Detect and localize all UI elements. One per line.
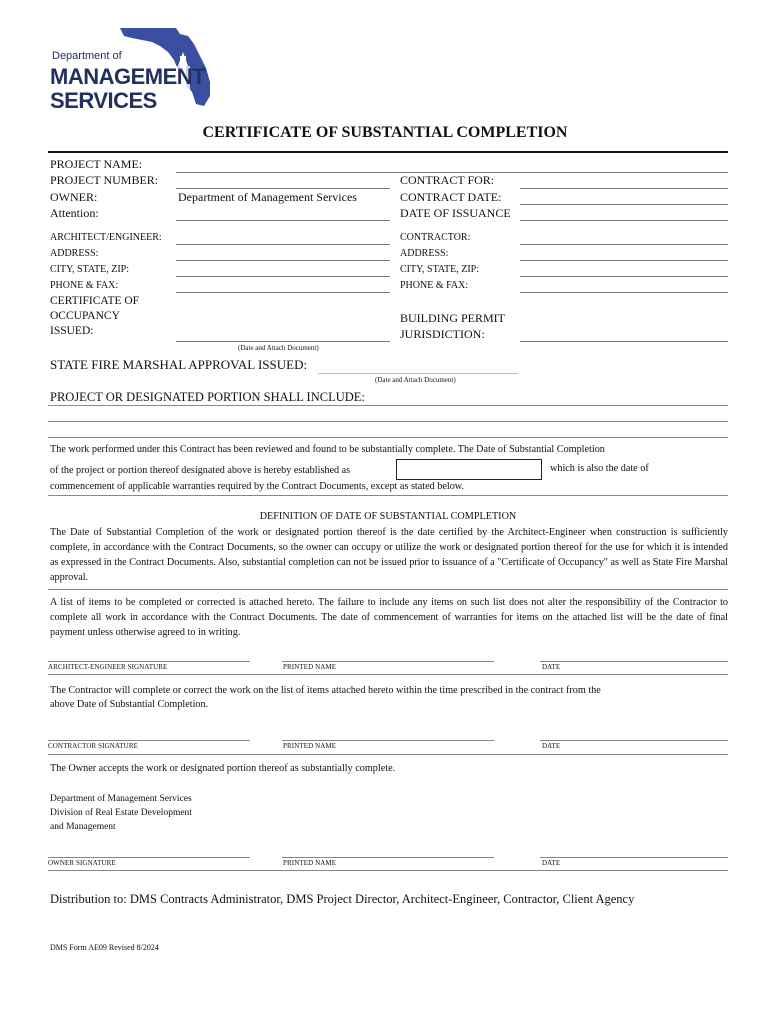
contractor-phone-field[interactable]	[520, 292, 728, 293]
project-number-label: PROJECT NUMBER:	[50, 173, 159, 187]
portion-line-1[interactable]	[48, 405, 728, 406]
distribution: Distribution to: DMS Contracts Administrator, DMS Project Director, Architect-Engineer, Contractor, Client Agency	[50, 892, 635, 906]
fire-marshal-label: STATE FIRE MARSHAL APPROVAL ISSUED:	[50, 357, 308, 372]
definition-rule	[48, 589, 728, 590]
portion-line-3[interactable]	[48, 437, 728, 438]
attention-label: Attention:	[50, 206, 99, 220]
owner-printed-name-line[interactable]	[282, 857, 494, 858]
contract-date-field[interactable]	[520, 204, 728, 205]
issuance-label: DATE OF ISSUANCE	[400, 206, 511, 220]
contractor-statement-line-2: above Date of Substantial Completion.	[50, 699, 209, 710]
work-statement-line-1: The work performed under this Contract has been reviewed and found to be substantially complete. The Date of Substantial Completion	[50, 444, 605, 455]
architect-address-label: ADDRESS:	[50, 248, 99, 259]
work-statement-line-2: of the project or portion thereof designated above is hereby established as	[50, 465, 351, 476]
contract-for-label: CONTRACT FOR:	[400, 173, 495, 187]
occupancy-label-1: CERTIFICATE OF	[50, 295, 140, 307]
owner-label: OWNER:	[50, 190, 98, 204]
permit-label-1: BUILDING PERMIT	[400, 311, 505, 325]
ae-signature-rule	[48, 674, 728, 675]
owner-value: Department of Management Services	[178, 190, 357, 204]
portion-label: PROJECT OR DESIGNATED PORTION SHALL INCLUDE:	[50, 390, 365, 404]
ae-date-caption: DATE	[542, 663, 561, 671]
owner-block-line-1: Department of Management Services	[50, 794, 192, 804]
architect-city-label: CITY, STATE, ZIP:	[50, 264, 130, 275]
ae-date-line[interactable]	[540, 661, 728, 662]
permit-label-2: JURISDICTION:	[400, 327, 485, 341]
occupancy-note: (Date and Attach Document)	[238, 344, 319, 352]
permit-field[interactable]	[520, 341, 728, 342]
owner-date-caption: DATE	[542, 859, 561, 867]
contract-for-field[interactable]	[520, 188, 728, 189]
project-number-field[interactable]	[176, 188, 390, 189]
architect-field[interactable]	[176, 244, 390, 245]
contractor-signature-rule	[48, 754, 728, 755]
title-rule	[48, 151, 728, 153]
architect-address-field[interactable]	[176, 260, 390, 261]
dms-logo	[50, 26, 220, 118]
contractor-signature-caption: CONTRACTOR SIGNATURE	[48, 742, 138, 750]
contractor-phone-label: PHONE & FAX:	[400, 280, 469, 291]
contractor-address-field[interactable]	[520, 260, 728, 261]
contractor-address-label: ADDRESS:	[400, 248, 449, 259]
ae-printed-name-line[interactable]	[282, 661, 494, 662]
work-statement-line-3: commencement of applicable warranties required by the Contract Documents, except as stated below.	[50, 481, 465, 492]
architect-phone-field[interactable]	[176, 292, 390, 293]
ae-printed-name-caption: PRINTED NAME	[283, 663, 337, 671]
architect-city-field[interactable]	[176, 276, 390, 277]
contract-date-label: CONTRACT DATE:	[400, 190, 502, 204]
owner-signature-rule	[48, 870, 728, 871]
portion-line-2[interactable]	[48, 421, 728, 422]
architect-phone-label: PHONE & FAX:	[50, 280, 119, 291]
work-statement-rule	[48, 495, 728, 496]
owner-printed-name-caption: PRINTED NAME	[283, 859, 337, 867]
contractor-city-field[interactable]	[520, 276, 728, 277]
completion-date-box[interactable]	[396, 459, 542, 480]
page-title: CERTIFICATE OF SUBSTANTIAL COMPLETION	[202, 124, 568, 141]
contractor-label: CONTRACTOR:	[400, 232, 471, 243]
contractor-statement-line-1: The Contractor will complete or correct the work on the list of items attached hereto within the time prescribed in the contract from the	[50, 685, 601, 696]
owner-block-line-3: and Management	[50, 822, 116, 832]
contractor-date-caption: DATE	[542, 742, 561, 750]
ae-signature-line[interactable]	[48, 661, 250, 662]
logo-services: SERVICES	[50, 88, 157, 113]
owner-statement: The Owner accepts the work or designated portion thereof as substantially complete.	[50, 763, 396, 774]
contractor-date-line[interactable]	[540, 740, 728, 741]
fire-marshal-field[interactable]	[318, 373, 518, 374]
contractor-field[interactable]	[520, 244, 728, 245]
occupancy-label-2: OCCUPANCY	[50, 310, 120, 322]
contractor-printed-name-line[interactable]	[282, 740, 494, 741]
issuance-field[interactable]	[520, 220, 728, 221]
logo-management: MANAGEMENT	[50, 64, 206, 89]
contractor-signature-line[interactable]	[48, 740, 250, 741]
ae-signature-caption: ARCHITECT-ENGINEER SIGNATURE	[48, 663, 168, 671]
occupancy-field[interactable]	[176, 341, 390, 342]
attention-field[interactable]	[176, 220, 390, 221]
logo-department: Department of	[52, 50, 122, 62]
contractor-city-label: CITY, STATE, ZIP:	[400, 264, 480, 275]
project-name-label: PROJECT NAME:	[50, 157, 143, 171]
owner-signature-caption: OWNER SIGNATURE	[48, 859, 116, 867]
occupancy-label-3: ISSUED:	[50, 325, 94, 337]
owner-signature-line[interactable]	[48, 857, 250, 858]
items-list-text: A list of items to be completed or corrected is attached hereto. The failure to include any items on such list does not alter the responsibility of the Contractor to complete all work in accordance with the Contract Documents. The date of commencement of warranties for items on the attached list will be the date of final payment unless otherwise agreed to in writing.	[50, 597, 728, 638]
fire-marshal-note: (Date and Attach Document)	[375, 376, 456, 384]
contractor-printed-name-caption: PRINTED NAME	[283, 742, 337, 750]
definition-text: The Date of Substantial Completion of the work or designated portion thereof is the date certified by the Architect-Engineer when construction is sufficiently complete, in accordance with the Contract Documents, so the owner can occupy or utilize the work or designated portion thereof for the use for which it is intended as expressed in the Contract Documents. Also, substantial completion can not be issued prior to issuance of a "Certificate of Occupancy" as well as State Fire Marshal approval.	[50, 527, 728, 583]
definition-heading: DEFINITION OF DATE OF SUBSTANTIAL COMPLETION	[259, 511, 517, 522]
work-statement-line-2-end: which is also the date of	[550, 463, 649, 474]
owner-block-line-2: Division of Real Estate Development	[50, 808, 192, 818]
architect-label: ARCHITECT/ENGINEER:	[50, 232, 162, 243]
owner-date-line[interactable]	[540, 857, 728, 858]
form-footer: DMS Form AE09 Revised 8/2024	[50, 943, 159, 952]
